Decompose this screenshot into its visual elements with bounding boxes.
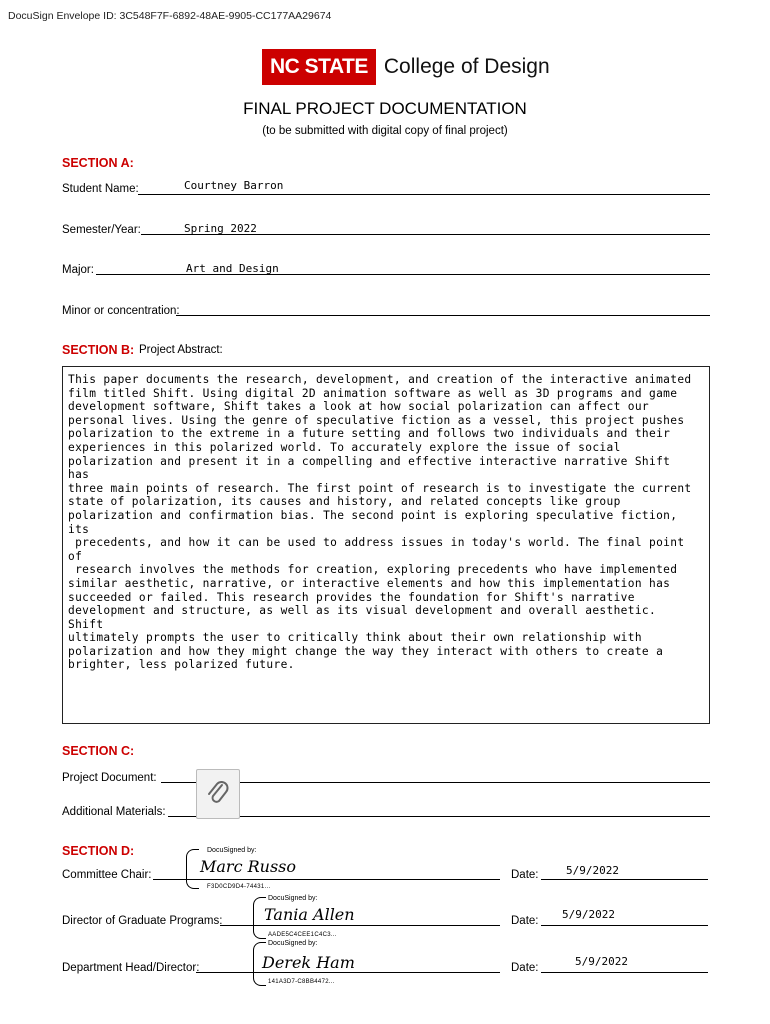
student-name-field[interactable]: Courtney Barron	[184, 179, 284, 192]
page-title: FINAL PROJECT DOCUMENTATION	[243, 99, 527, 118]
nc-state-logo	[262, 49, 550, 85]
envelope-id: DocuSign Envelope ID: 3C548F7F-6892-48AE-9905-CC177AA29674	[8, 10, 332, 22]
section-c-heading: SECTION C:	[62, 744, 135, 758]
docusigned-by-label: DocuSigned by:	[268, 940, 318, 947]
student-name-line	[138, 194, 710, 195]
department-head-signature: Derek Ham	[262, 953, 355, 972]
director-graduate-date[interactable]: 5/9/2022	[562, 908, 615, 921]
additional-materials-label: Additional Materials:	[62, 806, 166, 818]
student-name-label: Student Name:	[62, 183, 139, 195]
logo-primary: NC STATE	[262, 49, 376, 85]
additional-materials-line	[168, 816, 710, 817]
section-a-heading: SECTION A:	[62, 156, 134, 170]
section-d-heading: SECTION D:	[62, 844, 135, 858]
committee-chair-label: Committee Chair:	[62, 869, 152, 881]
signature-id: 141A3D7-C8BB4472...	[268, 979, 335, 985]
project-document-line	[161, 782, 710, 783]
logo-secondary: College of Design	[383, 55, 550, 78]
semester-label: Semester/Year:	[62, 224, 141, 236]
paperclip-icon	[205, 779, 231, 809]
committee-chair-signature: Marc Russo	[200, 857, 297, 876]
project-document-label: Project Document:	[62, 772, 157, 784]
date-line	[541, 925, 708, 926]
department-head-date[interactable]: 5/9/2022	[575, 955, 628, 968]
date-line	[541, 972, 708, 973]
signature-id: F3D0CD9D4-74431...	[207, 884, 271, 890]
committee-chair-line	[153, 879, 500, 880]
attachment-button[interactable]	[196, 769, 240, 819]
section-b-heading: SECTION B:	[62, 343, 135, 357]
date-label: Date:	[511, 869, 539, 881]
date-line	[541, 879, 708, 880]
minor-field[interactable]	[176, 315, 710, 316]
docusigned-by-label: DocuSigned by:	[268, 895, 318, 902]
department-head-label: Department Head/Director:	[62, 962, 200, 974]
abstract-label: Project Abstract:	[139, 344, 223, 356]
major-field[interactable]: Art and Design	[186, 262, 279, 275]
committee-chair-date[interactable]: 5/9/2022	[566, 864, 619, 877]
date-label: Date:	[511, 915, 539, 927]
date-label: Date:	[511, 962, 539, 974]
major-label: Major:	[62, 264, 94, 276]
semester-field[interactable]: Spring 2022	[184, 222, 257, 235]
docusign-bracket	[186, 849, 199, 889]
director-graduate-signature: Tania Allen	[264, 905, 355, 924]
signature-id: AADE5C4CEE1C4C3...	[268, 932, 337, 938]
director-graduate-label: Director of Graduate Programs:	[62, 915, 223, 927]
abstract-text: This paper documents the research, development, and creation of the interactive animated film titled Shift. Using digital 2D animation software as well as 3D programs and game development software, Shift takes a look at how social polarization can affect our personal lives. Using the genre of speculative fiction as a vessel, this project pushes polarization to the extreme in a future setting and follows two individuals and their experiences in this polarized world. To accurately explore the issue of social polarization and present it in a compelling and effective interactive narrative Shift has three main points of research. The first point of research is to investigate the current state of polarization, its causes and history, and related concepts like group polarization and confirmation bias. The second point is exploring speculative fiction, its precedents, and how it can be used to address issues in today's world. The final point of research involves the methods for creation, exploring precedents who have implemented similar aesthetic, narrative, or interactive elements and how this implementation has succeeded or failed. This research provides the foundation for Shift's narrative development and structure, as well as its visual development and overall aesthetic. Shift ultimately prompts the user to critically think about their own relationship with polarization and how they might change the way they interact with others to create a brighter, less polarized future.	[68, 373, 692, 672]
docusigned-by-label: DocuSigned by:	[207, 847, 257, 854]
minor-label: Minor or concentration:	[62, 305, 180, 317]
department-head-line	[196, 972, 500, 973]
page-subtitle: (to be submitted with digital copy of final project)	[262, 125, 508, 137]
